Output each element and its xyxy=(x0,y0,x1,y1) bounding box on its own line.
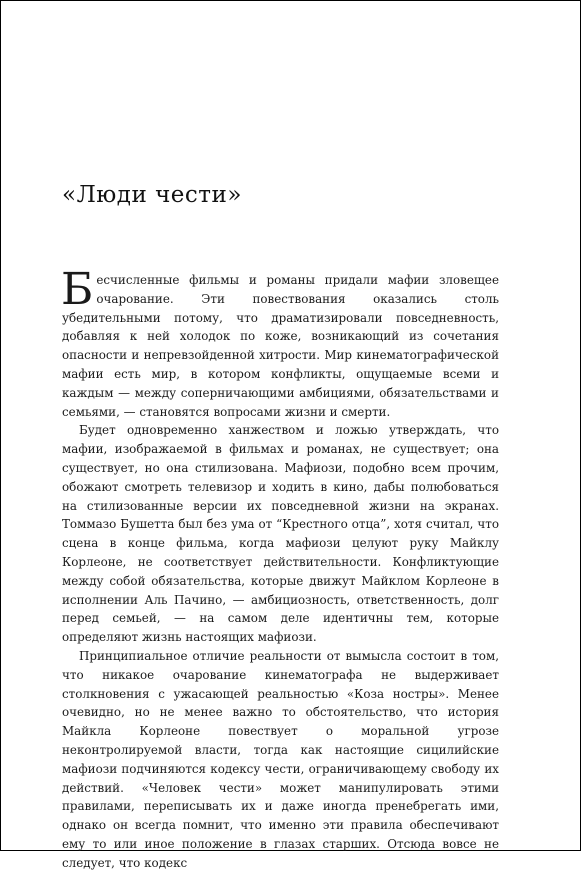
drop-cap: Б xyxy=(61,264,94,315)
paragraph-1-text: есчисленные фильмы и романы придали мафии зловещее очарование. Эти повествования оказались столь убедительными потому, что драматизировали повседневность, добавляя к ней холодок по коже, возникающий из сочетания опасности и непревзойденной хитрости. Мир кинематографической мафии есть мир, в котором конфликты, ощущаемые всеми и каждым — между соперничающими амбициями, обязательствами и семьями, — становятся вопросами жизни и смерти. xyxy=(62,273,499,419)
paragraph-1 xyxy=(61,264,499,421)
paragraph-3: Принципиальное отличие реальности от вымысла состоит в том, что никакое очарование кинематографа не выдерживает столкновения с ужасающей реальностью «Коза ностры». Менее очевидно, но не менее важно то обстоятельство, что история Майкла Корлеоне повествует о моральной угрозе неконтролируемой власти, тогда как настоящие сицилийские мафиози подчиняются кодексу чести, ограничивающему свободу их действий. «Человек чести» может манипулировать этими правилами, переписывать их и даже иногда пренебрегать ими, однако он всегда помнит, что именно эти правила обеспечивают ему то или иное положение в глазах старших. Отсюда вовсе не следует, что кодекс xyxy=(62,648,499,870)
chapter-title: «Люди чести» xyxy=(62,182,242,208)
paragraph-2: Будет одновременно ханжеством и ложью утверждать, что мафии, изображаемой в фильмах и романах, не существует; она существует, но она стилизована. Мафиози, подобно всем прочим, обожают смотреть телевизор и ходить в кино, дабы полюбоваться на стилизованные версии их повседневной жизни на экранах. Томмазо Бушетта был без ума от “Крестного отца”, хотя считал, что сцена в конце фильма, когда мафиози целуют руку Майклу Корлеоне, не соответствует действительности. Конфликтующие между собой обязательства, которые движут Майклом Корлеоне в исполнении Аль Пачино, — амбициозность, ответственность, долг перед семьей, — на самом деле идентичны тем, которые определяют жизнь настоящих мафиози. xyxy=(62,423,499,645)
chapter-body xyxy=(61,264,499,873)
